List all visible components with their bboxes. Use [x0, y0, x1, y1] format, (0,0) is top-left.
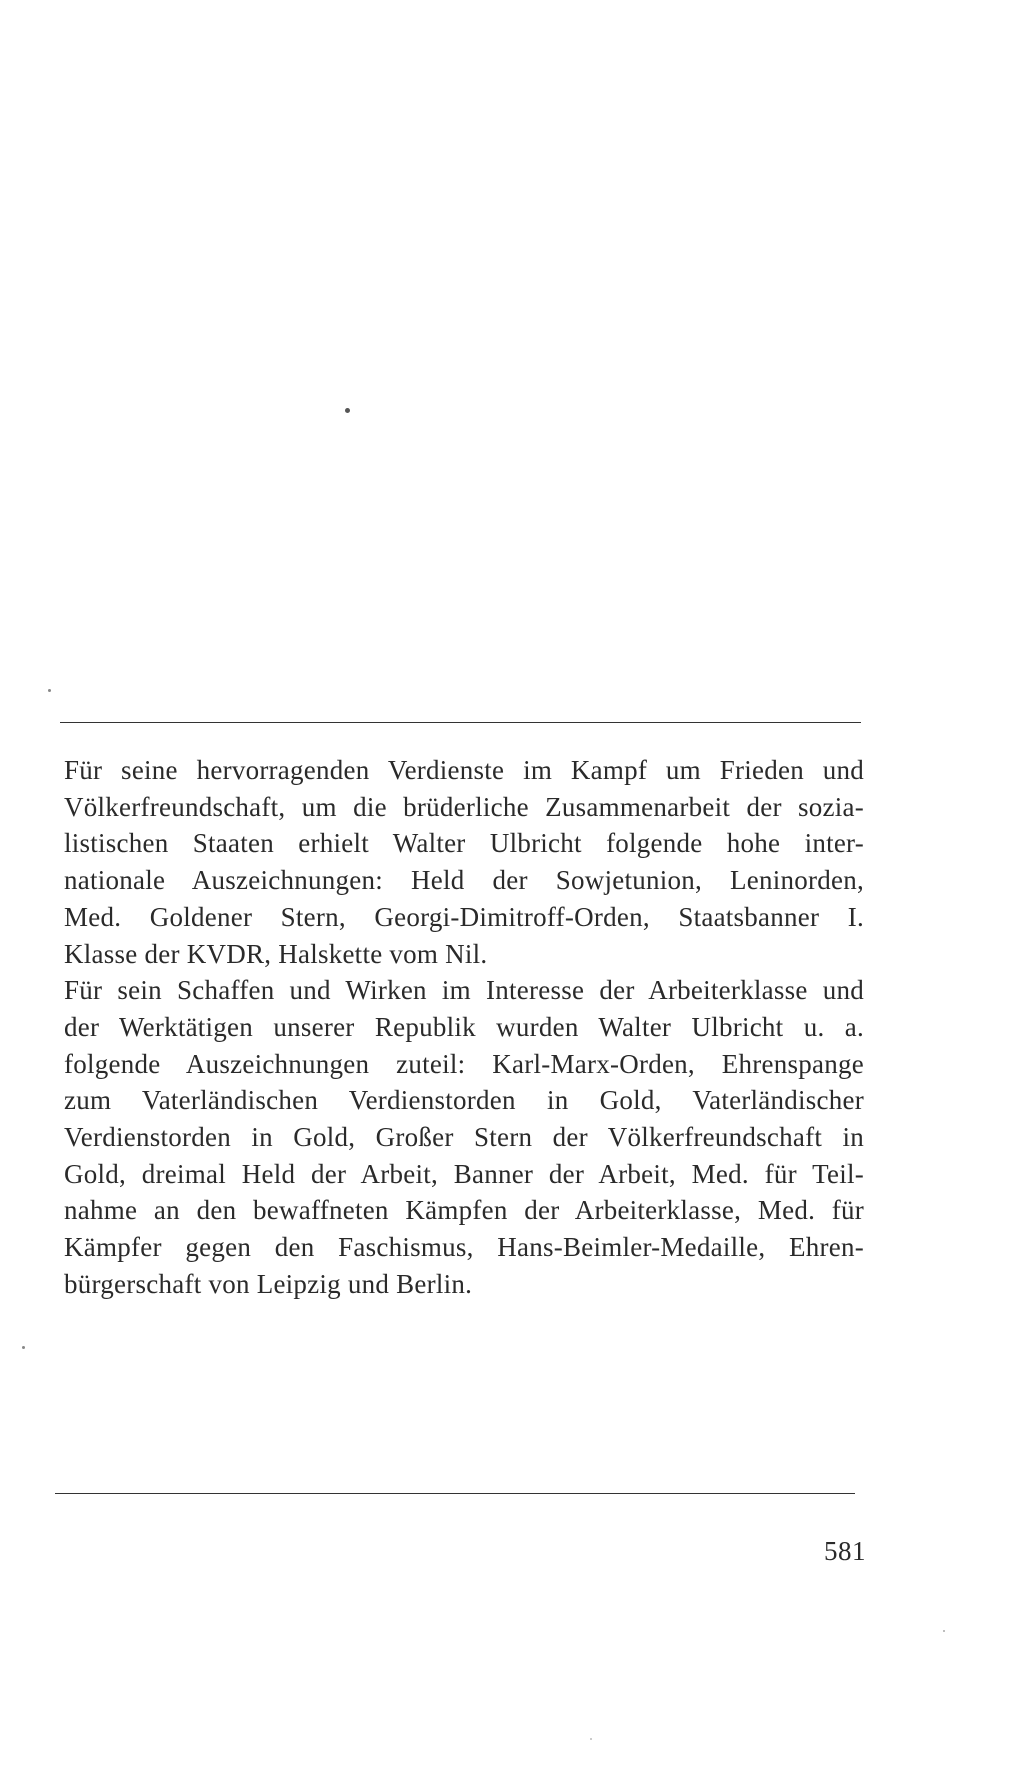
bottom-rule	[55, 1493, 855, 1494]
text-line: der Werktätigen unserer Republik wurden Walter Ulbricht u. a.	[64, 1011, 864, 1042]
text-line: Für seine hervorragenden Verdienste im Kampf um Frieden und	[64, 755, 864, 785]
ink-speck	[48, 689, 51, 692]
ink-speck	[590, 1738, 592, 1740]
text-line: zum Vaterländischen Verdienstorden in Gold, Vaterländischer	[64, 1085, 864, 1116]
top-rule	[60, 722, 861, 723]
body-text	[64, 752, 864, 1303]
text-line: Verdienstorden in Gold, Großer Stern der Völkerfreundschaft in	[64, 1122, 864, 1153]
text-line: Völkerfreundschaft, um die brüderliche Zusammenarbeit der sozia-	[64, 791, 864, 822]
text-line: nahme an den bewaffneten Kämpfen der Arbeiterklasse, Med. für	[64, 1195, 864, 1226]
text-line: Gold, dreimal Held der Arbeit, Banner der Arbeit, Med. für Teil-	[64, 1158, 864, 1189]
ink-speck	[345, 408, 350, 413]
text-line: Klasse der KVDR, Halskette vom Nil.	[64, 938, 488, 969]
text-line: Für sein Schaffen und Wirken im Interesse der Arbeiterklasse und	[64, 975, 864, 1006]
page-number: 581	[824, 1536, 866, 1566]
text-line: Kämpfer gegen den Faschismus, Hans-Beimler-Medaille, Ehren-	[64, 1232, 864, 1263]
text-line: Med. Goldener Stern, Georgi-Dimitroff-Orden, Staatsbanner I.	[64, 901, 864, 932]
text-line: listischen Staaten erhielt Walter Ulbricht folgende hohe inter-	[64, 828, 864, 859]
ink-speck	[943, 1630, 945, 1632]
text-line: bürgerschaft von Leipzig und Berlin.	[64, 1268, 473, 1299]
text-line: nationale Auszeichnungen: Held der Sowjetunion, Leninorden,	[64, 865, 864, 896]
text-line: folgende Auszeichnungen zuteil: Karl-Marx-Orden, Ehrenspange	[64, 1048, 864, 1079]
ink-speck	[22, 1346, 25, 1349]
